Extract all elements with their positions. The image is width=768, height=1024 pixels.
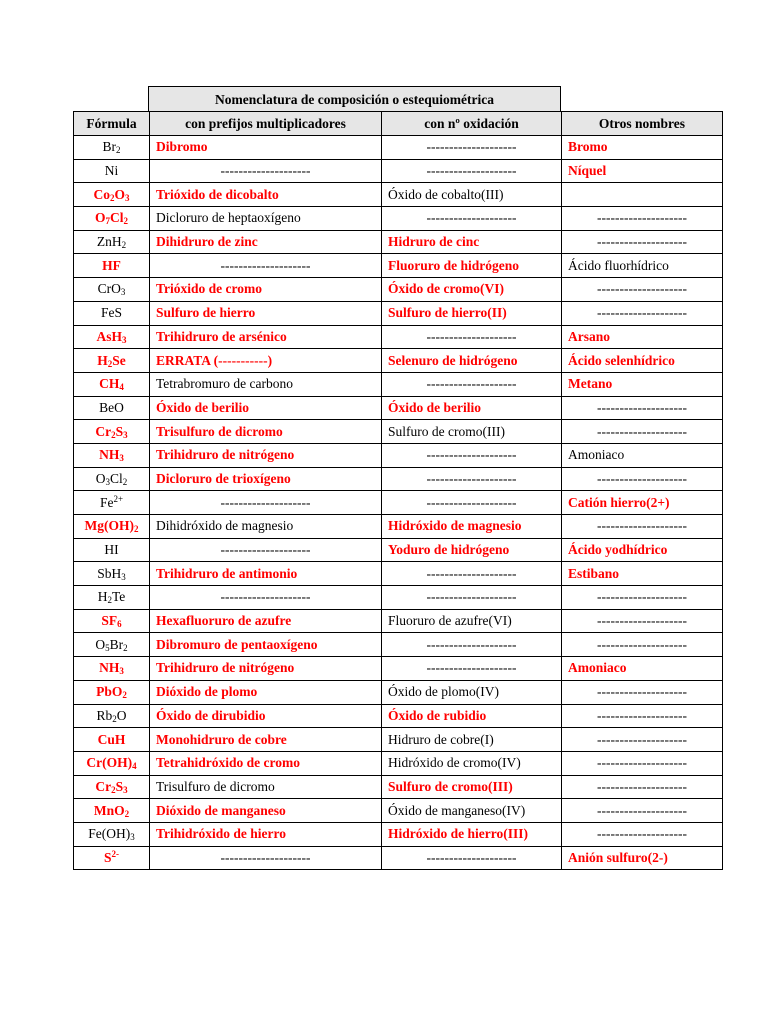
prefix-name-cell: Monohidruro de cobre: [150, 728, 382, 752]
nomenclature-table-container: [73, 86, 722, 870]
formula-cell: [74, 822, 150, 846]
formula-part: O: [94, 210, 106, 226]
formula-part: 3: [130, 832, 135, 843]
oxidation-name-cell: --------------------: [382, 207, 562, 231]
formula-cell: [74, 515, 150, 539]
formula-part: FeS: [100, 305, 122, 321]
prefix-name-cell: Trióxido de dicobalto: [150, 183, 382, 207]
formula-cell: [74, 207, 150, 231]
table-row: [74, 467, 723, 491]
prefix-name-cell: --------------------: [150, 159, 382, 183]
oxidation-name-cell: Óxido de cromo(VI): [382, 278, 562, 302]
formula-part: S: [115, 423, 124, 439]
table-row: [74, 396, 723, 420]
formula-part: 2: [112, 713, 117, 724]
formula-cell: [74, 609, 150, 633]
other-name-cell: Catión hierro(2+): [562, 491, 723, 515]
oxidation-name-cell: --------------------: [382, 443, 562, 467]
oxidation-name-cell: --------------------: [382, 136, 562, 160]
prefix-name-cell: Dihidróxido de magnesio: [150, 515, 382, 539]
other-name-cell: --------------------: [562, 467, 723, 491]
other-name-cell: --------------------: [562, 704, 723, 728]
formula-part: Co: [93, 186, 110, 202]
other-name-cell: Bromo: [562, 136, 723, 160]
formula-cell: [74, 159, 150, 183]
other-name-cell: Amoniaco: [562, 657, 723, 681]
other-name-cell: Ácido fluorhídrico: [562, 254, 723, 278]
formula-part: 2: [124, 808, 130, 819]
formula-part: 3: [120, 287, 126, 298]
formula-cell: [74, 538, 150, 562]
formula-part: CrO: [97, 281, 121, 297]
formula-part: 2: [107, 595, 112, 606]
formula-part: CuH: [97, 731, 126, 747]
formula-cell: [74, 751, 150, 775]
formula-part: 2: [122, 690, 127, 701]
table-row: [74, 207, 723, 231]
formula-part: 4: [119, 382, 124, 393]
formula-cell: [74, 633, 150, 657]
table-row: [74, 704, 723, 728]
formula-cell: [74, 301, 150, 325]
table-body: [74, 136, 723, 870]
other-name-cell: Estibano: [562, 562, 723, 586]
oxidation-name-cell: Sulfuro de cromo(III): [382, 420, 562, 444]
formula-part: 2: [123, 642, 128, 653]
formula-part: Cr: [95, 778, 112, 794]
formula-part: 2+: [113, 493, 124, 504]
prefix-name-cell: --------------------: [150, 846, 382, 870]
other-name-cell: --------------------: [562, 515, 723, 539]
oxidation-name-cell: --------------------: [382, 159, 562, 183]
oxidation-name-cell: --------------------: [382, 467, 562, 491]
formula-part: 4: [132, 761, 137, 772]
formula-part: 3: [105, 476, 110, 487]
formula-part: O: [95, 470, 106, 486]
other-name-cell: Arsano: [562, 325, 723, 349]
formula-cell: [74, 254, 150, 278]
formula-part: NH: [99, 660, 120, 676]
formula-part: O: [95, 636, 106, 652]
formula-part: CH: [99, 376, 120, 392]
table-row: [74, 301, 723, 325]
formula-part: Fe: [99, 494, 114, 510]
formula-part: 2: [122, 476, 128, 487]
prefix-name-cell: Hexafluoruro de azufre: [150, 609, 382, 633]
formula-part: AsH: [96, 328, 122, 344]
prefix-name-cell: Óxido de berilio: [150, 396, 382, 420]
formula-part: MnO: [93, 802, 125, 818]
prefix-name-cell: Dicloruro de heptaoxígeno: [150, 207, 382, 231]
other-name-cell: --------------------: [562, 207, 723, 231]
formula-part: 2: [107, 358, 113, 369]
oxidation-name-cell: Hidróxido de hierro(III): [382, 822, 562, 846]
table-row: [74, 633, 723, 657]
prefix-name-cell: Óxido de dirubidio: [150, 704, 382, 728]
prefix-name-cell: ERRATA (-----------): [150, 349, 382, 373]
table-row: [74, 491, 723, 515]
formula-part: NH: [99, 447, 120, 463]
formula-part: S: [115, 778, 124, 794]
prefix-name-cell: Dihidruro de zinc: [150, 230, 382, 254]
prefix-name-cell: Trihidruro de arsénico: [150, 325, 382, 349]
table-row: [74, 609, 723, 633]
oxidation-name-cell: Óxido de cobalto(III): [382, 183, 562, 207]
prefix-name-cell: Trihidruro de antimonio: [150, 562, 382, 586]
formula-cell: [74, 230, 150, 254]
formula-part: 3: [125, 192, 130, 203]
column-header-prefixes: con prefijos multiplicadores: [150, 112, 382, 136]
formula-part: 7: [105, 216, 110, 227]
oxidation-name-cell: --------------------: [382, 657, 562, 681]
oxidation-name-cell: Yoduro de hidrógeno: [382, 538, 562, 562]
prefix-name-cell: Dibromuro de pentaoxígeno: [150, 633, 382, 657]
table-row: [74, 372, 723, 396]
oxidation-name-cell: --------------------: [382, 325, 562, 349]
formula-cell: [74, 846, 150, 870]
formula-part: O: [116, 707, 127, 723]
other-name-cell: --------------------: [562, 609, 723, 633]
oxidation-name-cell: Hidruro de cinc: [382, 230, 562, 254]
prefix-name-cell: Trisulfuro de dicromo: [150, 775, 382, 799]
column-header-oxidation: con nº oxidación: [382, 112, 562, 136]
formula-part: PbO: [96, 684, 123, 700]
formula-cell: [74, 467, 150, 491]
formula-part: 2: [116, 145, 121, 156]
formula-cell: [74, 704, 150, 728]
formula-part: Se: [112, 352, 126, 368]
formula-part: Te: [111, 589, 126, 605]
other-name-cell: --------------------: [562, 728, 723, 752]
table-row: [74, 728, 723, 752]
formula-part: HF: [102, 257, 121, 273]
formula-cell: [74, 491, 150, 515]
table-row: [74, 136, 723, 160]
formula-part: Br: [102, 139, 116, 155]
table-row: [74, 278, 723, 302]
prefix-name-cell: Dióxido de manganeso: [150, 799, 382, 823]
column-header-other-names: Otros nombres: [562, 112, 723, 136]
formula-cell: [74, 325, 150, 349]
other-name-cell: --------------------: [562, 822, 723, 846]
group-header-title: Nomenclatura de composición o estequiométrica: [148, 86, 561, 111]
oxidation-name-cell: Hidróxido de cromo(IV): [382, 751, 562, 775]
table-row: [74, 538, 723, 562]
formula-part: 6: [117, 619, 122, 630]
other-name-cell: --------------------: [562, 775, 723, 799]
other-name-cell: --------------------: [562, 586, 723, 610]
prefix-name-cell: Trióxido de cromo: [150, 278, 382, 302]
prefix-name-cell: Trihidruro de nitrógeno: [150, 657, 382, 681]
formula-part: H: [97, 352, 108, 368]
formula-part: Cr: [95, 423, 112, 439]
formula-part: 2-: [111, 848, 119, 859]
oxidation-name-cell: Óxido de rubidio: [382, 704, 562, 728]
formula-part: 3: [123, 429, 128, 440]
oxidation-name-cell: --------------------: [382, 586, 562, 610]
prefix-name-cell: Tetrahidróxido de cromo: [150, 751, 382, 775]
prefix-name-cell: Sulfuro de hierro: [150, 301, 382, 325]
formula-part: 3: [119, 666, 124, 677]
other-name-cell: Anión sulfuro(2-): [562, 846, 723, 870]
formula-part: Cl: [109, 470, 123, 486]
formula-part: Mg(OH): [84, 518, 134, 534]
other-name-cell: Níquel: [562, 159, 723, 183]
formula-part: ZnH: [96, 234, 122, 250]
other-name-cell: --------------------: [562, 301, 723, 325]
other-name-cell: Metano: [562, 372, 723, 396]
formula-part: Fe(OH): [88, 826, 131, 842]
formula-part: 3: [122, 334, 127, 345]
formula-part: SbH: [97, 565, 122, 581]
prefix-name-cell: Trisulfuro de dicromo: [150, 420, 382, 444]
table-row: [74, 586, 723, 610]
other-name-cell: --------------------: [562, 278, 723, 302]
formula-part: 2: [134, 524, 139, 535]
formula-part: S: [103, 849, 112, 865]
oxidation-name-cell: --------------------: [382, 846, 562, 870]
other-name-cell: --------------------: [562, 751, 723, 775]
prefix-name-cell: Trihidruro de nitrógeno: [150, 443, 382, 467]
formula-cell: [74, 586, 150, 610]
formula-cell: [74, 396, 150, 420]
formula-cell: [74, 657, 150, 681]
formula-part: BeO: [99, 399, 124, 415]
table-row: [74, 846, 723, 870]
formula-cell: [74, 349, 150, 373]
oxidation-name-cell: Sulfuro de hierro(II): [382, 301, 562, 325]
formula-part: Cl: [110, 210, 124, 226]
nomenclature-table: [73, 111, 723, 870]
formula-cell: [74, 562, 150, 586]
formula-part: 3: [121, 571, 126, 582]
formula-part: 2: [109, 192, 115, 203]
other-name-cell: --------------------: [562, 230, 723, 254]
formula-part: H: [97, 589, 108, 605]
table-row: [74, 515, 723, 539]
table-row: [74, 159, 723, 183]
formula-part: 2: [123, 216, 128, 227]
other-name-cell: Ácido selenhídrico: [562, 349, 723, 373]
formula-part: Ni: [104, 163, 119, 179]
other-name-cell: Amoniaco: [562, 443, 723, 467]
table-row: [74, 775, 723, 799]
prefix-name-cell: Tetrabromuro de carbono: [150, 372, 382, 396]
table-row: [74, 680, 723, 704]
column-header-formula: Fórmula: [74, 112, 150, 136]
table-row: [74, 657, 723, 681]
formula-cell: [74, 278, 150, 302]
prefix-name-cell: --------------------: [150, 491, 382, 515]
table-row: [74, 325, 723, 349]
formula-part: O: [114, 186, 125, 202]
oxidation-name-cell: Hidróxido de magnesio: [382, 515, 562, 539]
table-row: [74, 183, 723, 207]
oxidation-name-cell: Selenuro de hidrógeno: [382, 349, 562, 373]
oxidation-name-cell: --------------------: [382, 633, 562, 657]
prefix-name-cell: --------------------: [150, 538, 382, 562]
formula-cell: [74, 443, 150, 467]
other-name-cell: --------------------: [562, 633, 723, 657]
prefix-name-cell: Dibromo: [150, 136, 382, 160]
formula-part: 2: [121, 240, 127, 251]
formula-part: 5: [105, 642, 110, 653]
prefix-name-cell: --------------------: [150, 586, 382, 610]
other-name-cell: --------------------: [562, 680, 723, 704]
table-row: [74, 822, 723, 846]
formula-part: 3: [119, 453, 124, 464]
column-header-row: [74, 112, 723, 136]
formula-cell: [74, 728, 150, 752]
formula-cell: [74, 775, 150, 799]
oxidation-name-cell: Sulfuro de cromo(III): [382, 775, 562, 799]
oxidation-name-cell: Óxido de berilio: [382, 396, 562, 420]
table-row: [74, 562, 723, 586]
oxidation-name-cell: Fluoruro de azufre(VI): [382, 609, 562, 633]
oxidation-name-cell: Fluoruro de hidrógeno: [382, 254, 562, 278]
prefix-name-cell: --------------------: [150, 254, 382, 278]
table-row: [74, 443, 723, 467]
oxidation-name-cell: Óxido de plomo(IV): [382, 680, 562, 704]
formula-part: 2: [111, 784, 116, 795]
table-row: [74, 799, 723, 823]
formula-part: SF: [101, 613, 118, 629]
formula-cell: [74, 420, 150, 444]
table-row: [74, 254, 723, 278]
oxidation-name-cell: --------------------: [382, 372, 562, 396]
other-name-cell: --------------------: [562, 799, 723, 823]
formula-part: 2: [111, 429, 116, 440]
oxidation-name-cell: --------------------: [382, 491, 562, 515]
oxidation-name-cell: Hidruro de cobre(I): [382, 728, 562, 752]
formula-cell: [74, 372, 150, 396]
prefix-name-cell: Dicloruro de trioxígeno: [150, 467, 382, 491]
table-row: [74, 230, 723, 254]
prefix-name-cell: Dióxido de plomo: [150, 680, 382, 704]
other-name-cell: --------------------: [562, 420, 723, 444]
formula-cell: [74, 680, 150, 704]
table-row: [74, 751, 723, 775]
formula-part: HI: [104, 542, 119, 558]
formula-cell: [74, 799, 150, 823]
formula-part: Br: [109, 636, 124, 652]
formula-cell: [74, 136, 150, 160]
other-name-cell: --------------------: [562, 396, 723, 420]
other-name-cell: [562, 183, 723, 207]
table-row: [74, 349, 723, 373]
formula-part: Rb: [96, 707, 113, 723]
formula-part: Cr(OH): [86, 755, 133, 771]
other-name-cell: Ácido yodhídrico: [562, 538, 723, 562]
group-header-row: [73, 86, 722, 111]
oxidation-name-cell: Óxido de manganeso(IV): [382, 799, 562, 823]
oxidation-name-cell: --------------------: [382, 562, 562, 586]
formula-part: 3: [123, 784, 128, 795]
formula-cell: [74, 183, 150, 207]
table-row: [74, 420, 723, 444]
prefix-name-cell: Trihidróxido de hierro: [150, 822, 382, 846]
